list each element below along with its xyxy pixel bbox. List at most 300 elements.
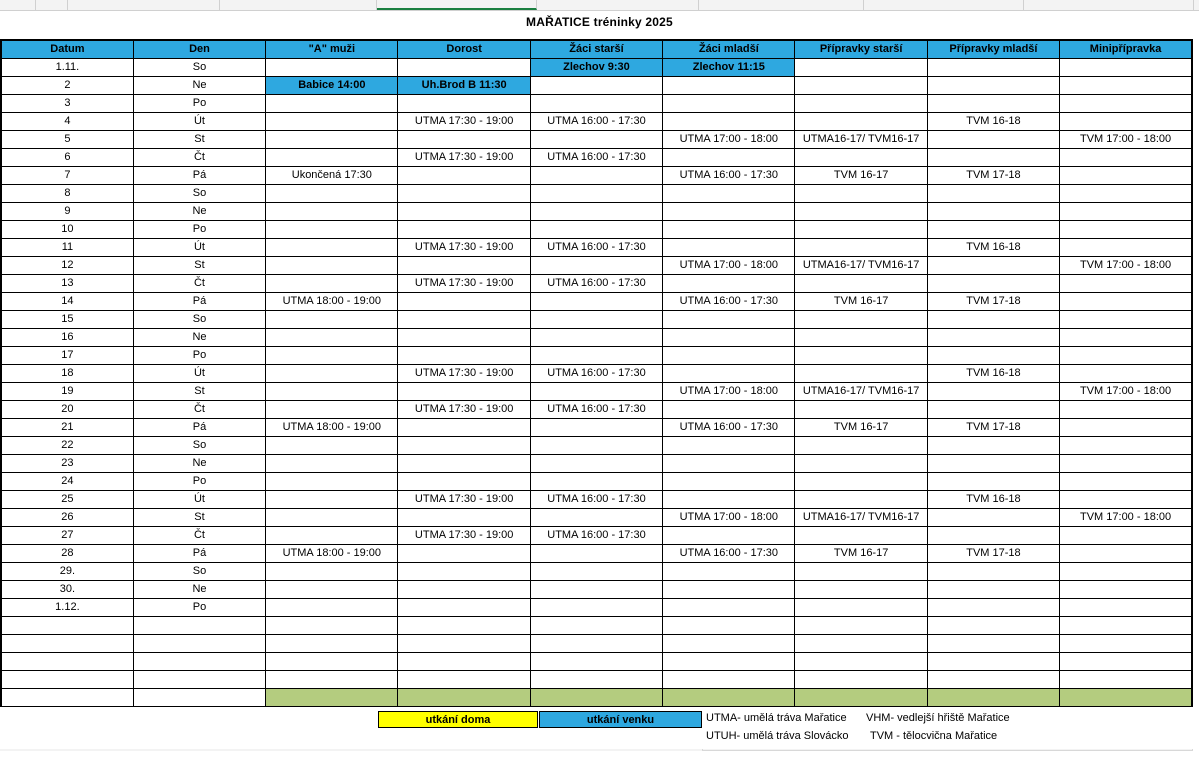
cell-training[interactable] xyxy=(398,562,530,580)
cell-training[interactable] xyxy=(663,562,795,580)
cell-date[interactable]: 7 xyxy=(1,166,133,184)
cell-training[interactable] xyxy=(266,346,398,364)
cell-training[interactable] xyxy=(663,490,795,508)
column-header-cell[interactable] xyxy=(68,0,220,10)
cell-training[interactable] xyxy=(530,346,662,364)
cell-training[interactable] xyxy=(1060,400,1192,418)
column-header-cell-selected[interactable] xyxy=(377,0,537,10)
cell-training[interactable] xyxy=(530,256,662,274)
cell-training[interactable] xyxy=(663,454,795,472)
cell-training[interactable] xyxy=(795,562,927,580)
cell-training[interactable] xyxy=(1060,274,1192,292)
cell-date[interactable]: 19 xyxy=(1,382,133,400)
cell-training[interactable]: UTMA 18:00 - 19:00 xyxy=(266,418,398,436)
cell-training[interactable]: UTMA 16:00 - 17:30 xyxy=(530,148,662,166)
cell-training[interactable] xyxy=(663,580,795,598)
cell-training[interactable] xyxy=(530,562,662,580)
cell-training[interactable] xyxy=(795,112,927,130)
cell-training[interactable] xyxy=(1060,346,1192,364)
cell-training[interactable]: TVM 17:00 - 18:00 xyxy=(1060,256,1192,274)
cell-training[interactable] xyxy=(1060,598,1192,616)
cell-training[interactable] xyxy=(663,400,795,418)
cell-date[interactable]: 16 xyxy=(1,328,133,346)
cell-training[interactable] xyxy=(795,652,927,670)
cell-training[interactable] xyxy=(663,472,795,490)
cell-date[interactable]: 5 xyxy=(1,130,133,148)
cell-training[interactable]: UTMA 16:00 - 17:30 xyxy=(663,544,795,562)
cell-training[interactable]: UTMA 16:00 - 17:30 xyxy=(530,238,662,256)
cell-date[interactable]: 22 xyxy=(1,436,133,454)
cell-training[interactable]: UTMA 17:00 - 18:00 xyxy=(663,382,795,400)
cell-training[interactable] xyxy=(795,274,927,292)
cell-training[interactable] xyxy=(1060,310,1192,328)
cell-training[interactable]: TVM 16-18 xyxy=(927,364,1059,382)
cell-training[interactable] xyxy=(795,310,927,328)
cell-training[interactable] xyxy=(266,580,398,598)
cell-training[interactable]: UTMA 18:00 - 19:00 xyxy=(266,292,398,310)
cell-training[interactable] xyxy=(530,544,662,562)
cell-training[interactable] xyxy=(398,382,530,400)
cell-training[interactable] xyxy=(927,94,1059,112)
cell-training[interactable] xyxy=(266,382,398,400)
cell-day[interactable] xyxy=(133,634,265,652)
cell-training[interactable] xyxy=(795,76,927,94)
cell-training[interactable] xyxy=(927,526,1059,544)
cell-training[interactable] xyxy=(795,58,927,76)
cell-training[interactable] xyxy=(530,310,662,328)
cell-training[interactable] xyxy=(927,454,1059,472)
cell-date[interactable]: 14 xyxy=(1,292,133,310)
cell-training[interactable] xyxy=(663,238,795,256)
cell-day[interactable]: Pá xyxy=(133,544,265,562)
cell-date[interactable] xyxy=(1,616,133,634)
cell-training[interactable] xyxy=(795,436,927,454)
cell-day[interactable]: Ne xyxy=(133,328,265,346)
cell-training[interactable] xyxy=(398,202,530,220)
cell-training[interactable] xyxy=(398,328,530,346)
cell-training[interactable]: TVM 16-18 xyxy=(927,490,1059,508)
cell-training[interactable] xyxy=(266,652,398,670)
cell-training[interactable] xyxy=(398,580,530,598)
cell-training[interactable] xyxy=(663,526,795,544)
cell-training[interactable]: UTMA 16:00 - 17:30 xyxy=(663,166,795,184)
cell-training[interactable] xyxy=(266,670,398,688)
cell-training[interactable] xyxy=(795,490,927,508)
cell-date[interactable]: 21 xyxy=(1,418,133,436)
cell-training[interactable] xyxy=(530,580,662,598)
cell-training[interactable] xyxy=(927,76,1059,94)
cell-training[interactable] xyxy=(663,148,795,166)
cell-training[interactable] xyxy=(1060,58,1192,76)
cell-training[interactable]: UTMA 16:00 - 17:30 xyxy=(663,418,795,436)
cell-training[interactable] xyxy=(795,202,927,220)
cell-day[interactable]: Pá xyxy=(133,166,265,184)
cell-training[interactable] xyxy=(663,616,795,634)
cell-date[interactable]: 20 xyxy=(1,400,133,418)
cell-date[interactable]: 30. xyxy=(1,580,133,598)
cell-training[interactable]: UTMA16-17/ TVM16-17 xyxy=(795,382,927,400)
cell-training[interactable] xyxy=(398,616,530,634)
cell-date[interactable]: 27 xyxy=(1,526,133,544)
cell-training[interactable] xyxy=(1060,436,1192,454)
cell-training[interactable] xyxy=(663,112,795,130)
cell-training[interactable] xyxy=(663,634,795,652)
cell-training[interactable]: UTMA 17:00 - 18:00 xyxy=(663,508,795,526)
cell-training[interactable]: TVM 17-18 xyxy=(927,292,1059,310)
cell-date[interactable]: 2 xyxy=(1,76,133,94)
cell-date[interactable]: 23 xyxy=(1,454,133,472)
cell-training[interactable] xyxy=(530,94,662,112)
cell-date[interactable]: 11 xyxy=(1,238,133,256)
cell-training[interactable] xyxy=(398,58,530,76)
cell-training[interactable] xyxy=(398,94,530,112)
cell-training[interactable] xyxy=(266,454,398,472)
cell-training[interactable]: TVM 16-17 xyxy=(795,292,927,310)
cell-training[interactable] xyxy=(398,634,530,652)
cell-training[interactable]: UTMA 16:00 - 17:30 xyxy=(530,112,662,130)
cell-training[interactable] xyxy=(530,220,662,238)
cell-day[interactable]: Pá xyxy=(133,418,265,436)
cell-day[interactable]: Po xyxy=(133,346,265,364)
cell-training[interactable] xyxy=(927,472,1059,490)
cell-day[interactable]: Ne xyxy=(133,202,265,220)
cell-training[interactable]: TVM 16-17 xyxy=(795,166,927,184)
cell-training[interactable]: UTMA 16:00 - 17:30 xyxy=(530,400,662,418)
cell-training[interactable] xyxy=(266,148,398,166)
column-header-cell[interactable] xyxy=(1024,0,1194,10)
cell-training[interactable] xyxy=(1060,490,1192,508)
cell-training[interactable] xyxy=(530,436,662,454)
cell-day[interactable]: Po xyxy=(133,598,265,616)
cell-training[interactable] xyxy=(266,508,398,526)
cell-date[interactable]: 8 xyxy=(1,184,133,202)
cell-day[interactable]: St xyxy=(133,256,265,274)
cell-date[interactable]: 26 xyxy=(1,508,133,526)
cell-training[interactable] xyxy=(266,310,398,328)
cell-date[interactable]: 13 xyxy=(1,274,133,292)
cell-training[interactable]: UTMA 16:00 - 17:30 xyxy=(530,490,662,508)
cell-day[interactable]: St xyxy=(133,130,265,148)
cell-training[interactable] xyxy=(398,418,530,436)
cell-training[interactable] xyxy=(398,346,530,364)
cell-training[interactable]: TVM 16-18 xyxy=(927,238,1059,256)
cell-training[interactable] xyxy=(663,184,795,202)
cell-training[interactable] xyxy=(1060,562,1192,580)
cell-training[interactable] xyxy=(795,94,927,112)
cell-day[interactable]: Ne xyxy=(133,454,265,472)
cell-training[interactable]: TVM 16-18 xyxy=(927,112,1059,130)
cell-training[interactable] xyxy=(663,364,795,382)
cell-training[interactable] xyxy=(1060,364,1192,382)
cell-training[interactable] xyxy=(398,130,530,148)
cell-training[interactable] xyxy=(266,526,398,544)
cell-day[interactable] xyxy=(133,670,265,688)
cell-training[interactable] xyxy=(398,184,530,202)
cell-training[interactable] xyxy=(795,238,927,256)
cell-training[interactable] xyxy=(266,112,398,130)
cell-training[interactable] xyxy=(795,220,927,238)
cell-training[interactable] xyxy=(927,400,1059,418)
cell-training[interactable] xyxy=(795,616,927,634)
cell-training[interactable] xyxy=(530,130,662,148)
cell-date[interactable]: 1.12. xyxy=(1,598,133,616)
cell-training[interactable] xyxy=(795,526,927,544)
cell-day[interactable]: Út xyxy=(133,238,265,256)
cell-training[interactable] xyxy=(530,616,662,634)
cell-training[interactable]: UTMA 17:30 - 19:00 xyxy=(398,274,530,292)
cell-day[interactable]: Po xyxy=(133,220,265,238)
cell-training[interactable] xyxy=(663,598,795,616)
cell-training[interactable] xyxy=(266,94,398,112)
cell-training[interactable] xyxy=(530,184,662,202)
cell-date[interactable]: 17 xyxy=(1,346,133,364)
cell-training[interactable] xyxy=(530,382,662,400)
cell-day[interactable]: Po xyxy=(133,94,265,112)
cell-training[interactable] xyxy=(266,400,398,418)
cell-training[interactable] xyxy=(530,418,662,436)
cell-training[interactable] xyxy=(1060,292,1192,310)
cell-training[interactable] xyxy=(530,328,662,346)
cell-training[interactable]: Uh.Brod B 11:30 xyxy=(398,76,530,94)
cell-training[interactable] xyxy=(1060,652,1192,670)
cell-training[interactable]: UTMA 16:00 - 17:30 xyxy=(530,274,662,292)
cell-training[interactable] xyxy=(398,508,530,526)
cell-training[interactable] xyxy=(266,184,398,202)
cell-training[interactable] xyxy=(927,652,1059,670)
cell-day[interactable]: Pá xyxy=(133,292,265,310)
cell-training[interactable] xyxy=(1060,544,1192,562)
cell-training[interactable] xyxy=(530,472,662,490)
cell-training[interactable] xyxy=(266,238,398,256)
cell-day[interactable]: Út xyxy=(133,490,265,508)
cell-training[interactable] xyxy=(266,616,398,634)
cell-date[interactable] xyxy=(1,652,133,670)
cell-training[interactable]: UTMA 17:00 - 18:00 xyxy=(663,130,795,148)
cell-training[interactable] xyxy=(530,670,662,688)
cell-training[interactable]: Babice 14:00 xyxy=(266,76,398,94)
cell-training[interactable] xyxy=(663,310,795,328)
cell-training[interactable] xyxy=(927,346,1059,364)
cell-day[interactable]: Ne xyxy=(133,580,265,598)
cell-training[interactable] xyxy=(266,634,398,652)
cell-training[interactable] xyxy=(795,346,927,364)
cell-training[interactable] xyxy=(663,328,795,346)
cell-training[interactable] xyxy=(927,598,1059,616)
cell-training[interactable] xyxy=(266,130,398,148)
cell-training[interactable] xyxy=(266,328,398,346)
cell-date[interactable]: 15 xyxy=(1,310,133,328)
cell-day[interactable]: So xyxy=(133,562,265,580)
cell-training[interactable] xyxy=(795,472,927,490)
column-header-cell[interactable] xyxy=(537,0,699,10)
cell-training[interactable] xyxy=(266,472,398,490)
cell-training[interactable] xyxy=(530,454,662,472)
cell-training[interactable]: UTMA 16:00 - 17:30 xyxy=(530,364,662,382)
column-header-cell[interactable] xyxy=(699,0,864,10)
cell-training[interactable]: TVM 17-18 xyxy=(927,166,1059,184)
cell-training[interactable] xyxy=(530,598,662,616)
cell-training[interactable]: UTMA 16:00 - 17:30 xyxy=(663,292,795,310)
cell-training[interactable]: UTMA 17:30 - 19:00 xyxy=(398,364,530,382)
cell-training[interactable] xyxy=(663,94,795,112)
cell-training[interactable] xyxy=(927,58,1059,76)
column-header-cell[interactable] xyxy=(864,0,1024,10)
cell-day[interactable]: St xyxy=(133,382,265,400)
cell-training[interactable]: TVM 17-18 xyxy=(927,418,1059,436)
cell-training[interactable] xyxy=(266,364,398,382)
cell-training[interactable] xyxy=(398,652,530,670)
cell-training[interactable] xyxy=(927,130,1059,148)
cell-training[interactable] xyxy=(663,652,795,670)
cell-training[interactable] xyxy=(266,562,398,580)
cell-date[interactable]: 6 xyxy=(1,148,133,166)
cell-training[interactable]: UTMA 16:00 - 17:30 xyxy=(530,526,662,544)
cell-training[interactable] xyxy=(398,472,530,490)
cell-training[interactable]: UTMA16-17/ TVM16-17 xyxy=(795,508,927,526)
cell-training[interactable] xyxy=(266,598,398,616)
cell-training[interactable] xyxy=(398,310,530,328)
cell-training[interactable] xyxy=(927,202,1059,220)
cell-training[interactable] xyxy=(530,652,662,670)
cell-training[interactable] xyxy=(795,580,927,598)
cell-day[interactable]: Út xyxy=(133,364,265,382)
cell-training[interactable] xyxy=(663,436,795,454)
cell-day[interactable]: Čt xyxy=(133,148,265,166)
cell-training[interactable] xyxy=(1060,418,1192,436)
cell-training[interactable] xyxy=(1060,616,1192,634)
cell-training[interactable] xyxy=(530,76,662,94)
cell-training[interactable] xyxy=(266,274,398,292)
cell-training[interactable] xyxy=(1060,184,1192,202)
cell-date[interactable]: 3 xyxy=(1,94,133,112)
cell-training[interactable] xyxy=(927,328,1059,346)
cell-training[interactable] xyxy=(266,436,398,454)
cell-training[interactable] xyxy=(663,274,795,292)
cell-date[interactable]: 29. xyxy=(1,562,133,580)
cell-training[interactable] xyxy=(795,328,927,346)
cell-day[interactable]: So xyxy=(133,184,265,202)
cell-training[interactable] xyxy=(1060,148,1192,166)
cell-training[interactable] xyxy=(1060,238,1192,256)
cell-training[interactable] xyxy=(1060,76,1192,94)
cell-training[interactable] xyxy=(1060,580,1192,598)
cell-training[interactable] xyxy=(927,184,1059,202)
cell-training[interactable] xyxy=(1060,454,1192,472)
cell-training[interactable]: UTMA 17:30 - 19:00 xyxy=(398,400,530,418)
cell-training[interactable]: Zlechov 11:15 xyxy=(663,58,795,76)
cell-training[interactable] xyxy=(1060,472,1192,490)
cell-date[interactable]: 1.11. xyxy=(1,58,133,76)
cell-training[interactable] xyxy=(663,220,795,238)
cell-day[interactable]: Út xyxy=(133,112,265,130)
cell-training[interactable] xyxy=(1060,670,1192,688)
cell-date[interactable]: 10 xyxy=(1,220,133,238)
cell-day[interactable]: Ne xyxy=(133,76,265,94)
cell-training[interactable] xyxy=(266,220,398,238)
cell-day[interactable]: Čt xyxy=(133,400,265,418)
cell-training[interactable] xyxy=(927,310,1059,328)
cell-day[interactable]: Čt xyxy=(133,526,265,544)
cell-training[interactable]: UTMA 17:30 - 19:00 xyxy=(398,526,530,544)
cell-training[interactable]: UTMA16-17/ TVM16-17 xyxy=(795,130,927,148)
column-header-cell[interactable] xyxy=(36,0,68,10)
cell-date[interactable] xyxy=(1,670,133,688)
cell-training[interactable] xyxy=(795,400,927,418)
cell-training[interactable] xyxy=(398,544,530,562)
cell-training[interactable] xyxy=(1060,202,1192,220)
cell-training[interactable] xyxy=(663,346,795,364)
cell-training[interactable] xyxy=(663,202,795,220)
cell-day[interactable] xyxy=(133,616,265,634)
cell-training[interactable]: TVM 16-17 xyxy=(795,418,927,436)
cell-date[interactable]: 9 xyxy=(1,202,133,220)
cell-training[interactable] xyxy=(266,256,398,274)
cell-training[interactable] xyxy=(1060,112,1192,130)
cell-training[interactable] xyxy=(927,148,1059,166)
cell-training[interactable] xyxy=(530,166,662,184)
cell-training[interactable] xyxy=(795,364,927,382)
cell-training[interactable] xyxy=(663,76,795,94)
cell-training[interactable] xyxy=(795,634,927,652)
cell-training[interactable] xyxy=(795,454,927,472)
cell-training[interactable] xyxy=(663,670,795,688)
cell-date[interactable]: 12 xyxy=(1,256,133,274)
cell-training[interactable]: UTMA 17:30 - 19:00 xyxy=(398,112,530,130)
cell-training[interactable] xyxy=(398,670,530,688)
column-header-cell[interactable] xyxy=(220,0,377,10)
cell-training[interactable]: UTMA16-17/ TVM16-17 xyxy=(795,256,927,274)
cell-training[interactable] xyxy=(266,490,398,508)
cell-training[interactable] xyxy=(398,256,530,274)
column-header-cell[interactable] xyxy=(0,0,36,10)
cell-training[interactable] xyxy=(927,220,1059,238)
cell-training[interactable] xyxy=(398,598,530,616)
cell-training[interactable]: UTMA 17:30 - 19:00 xyxy=(398,238,530,256)
cell-training[interactable]: TVM 16-17 xyxy=(795,544,927,562)
cell-day[interactable]: So xyxy=(133,310,265,328)
cell-training[interactable]: TVM 17:00 - 18:00 xyxy=(1060,508,1192,526)
cell-training[interactable] xyxy=(927,634,1059,652)
cell-training[interactable] xyxy=(1060,634,1192,652)
cell-training[interactable] xyxy=(1060,94,1192,112)
cell-training[interactable] xyxy=(1060,328,1192,346)
cell-day[interactable]: Po xyxy=(133,472,265,490)
cell-training[interactable] xyxy=(398,292,530,310)
cell-date[interactable]: 24 xyxy=(1,472,133,490)
cell-training[interactable]: TVM 17:00 - 18:00 xyxy=(1060,382,1192,400)
cell-training[interactable] xyxy=(530,202,662,220)
cell-training[interactable] xyxy=(530,508,662,526)
cell-date[interactable]: 25 xyxy=(1,490,133,508)
cell-training[interactable]: UTMA 17:00 - 18:00 xyxy=(663,256,795,274)
cell-training[interactable] xyxy=(398,454,530,472)
cell-training[interactable] xyxy=(398,436,530,454)
cell-training[interactable] xyxy=(530,292,662,310)
cell-training[interactable] xyxy=(927,580,1059,598)
cell-day[interactable]: So xyxy=(133,436,265,454)
cell-training[interactable] xyxy=(398,220,530,238)
cell-day[interactable]: Čt xyxy=(133,274,265,292)
cell-training[interactable] xyxy=(927,508,1059,526)
cell-training[interactable] xyxy=(1060,220,1192,238)
cell-date[interactable]: 4 xyxy=(1,112,133,130)
cell-training[interactable] xyxy=(927,616,1059,634)
cell-training[interactable]: TVM 17:00 - 18:00 xyxy=(1060,130,1192,148)
cell-training[interactable] xyxy=(266,202,398,220)
cell-training[interactable] xyxy=(927,562,1059,580)
cell-date[interactable] xyxy=(1,634,133,652)
cell-training[interactable] xyxy=(1060,166,1192,184)
